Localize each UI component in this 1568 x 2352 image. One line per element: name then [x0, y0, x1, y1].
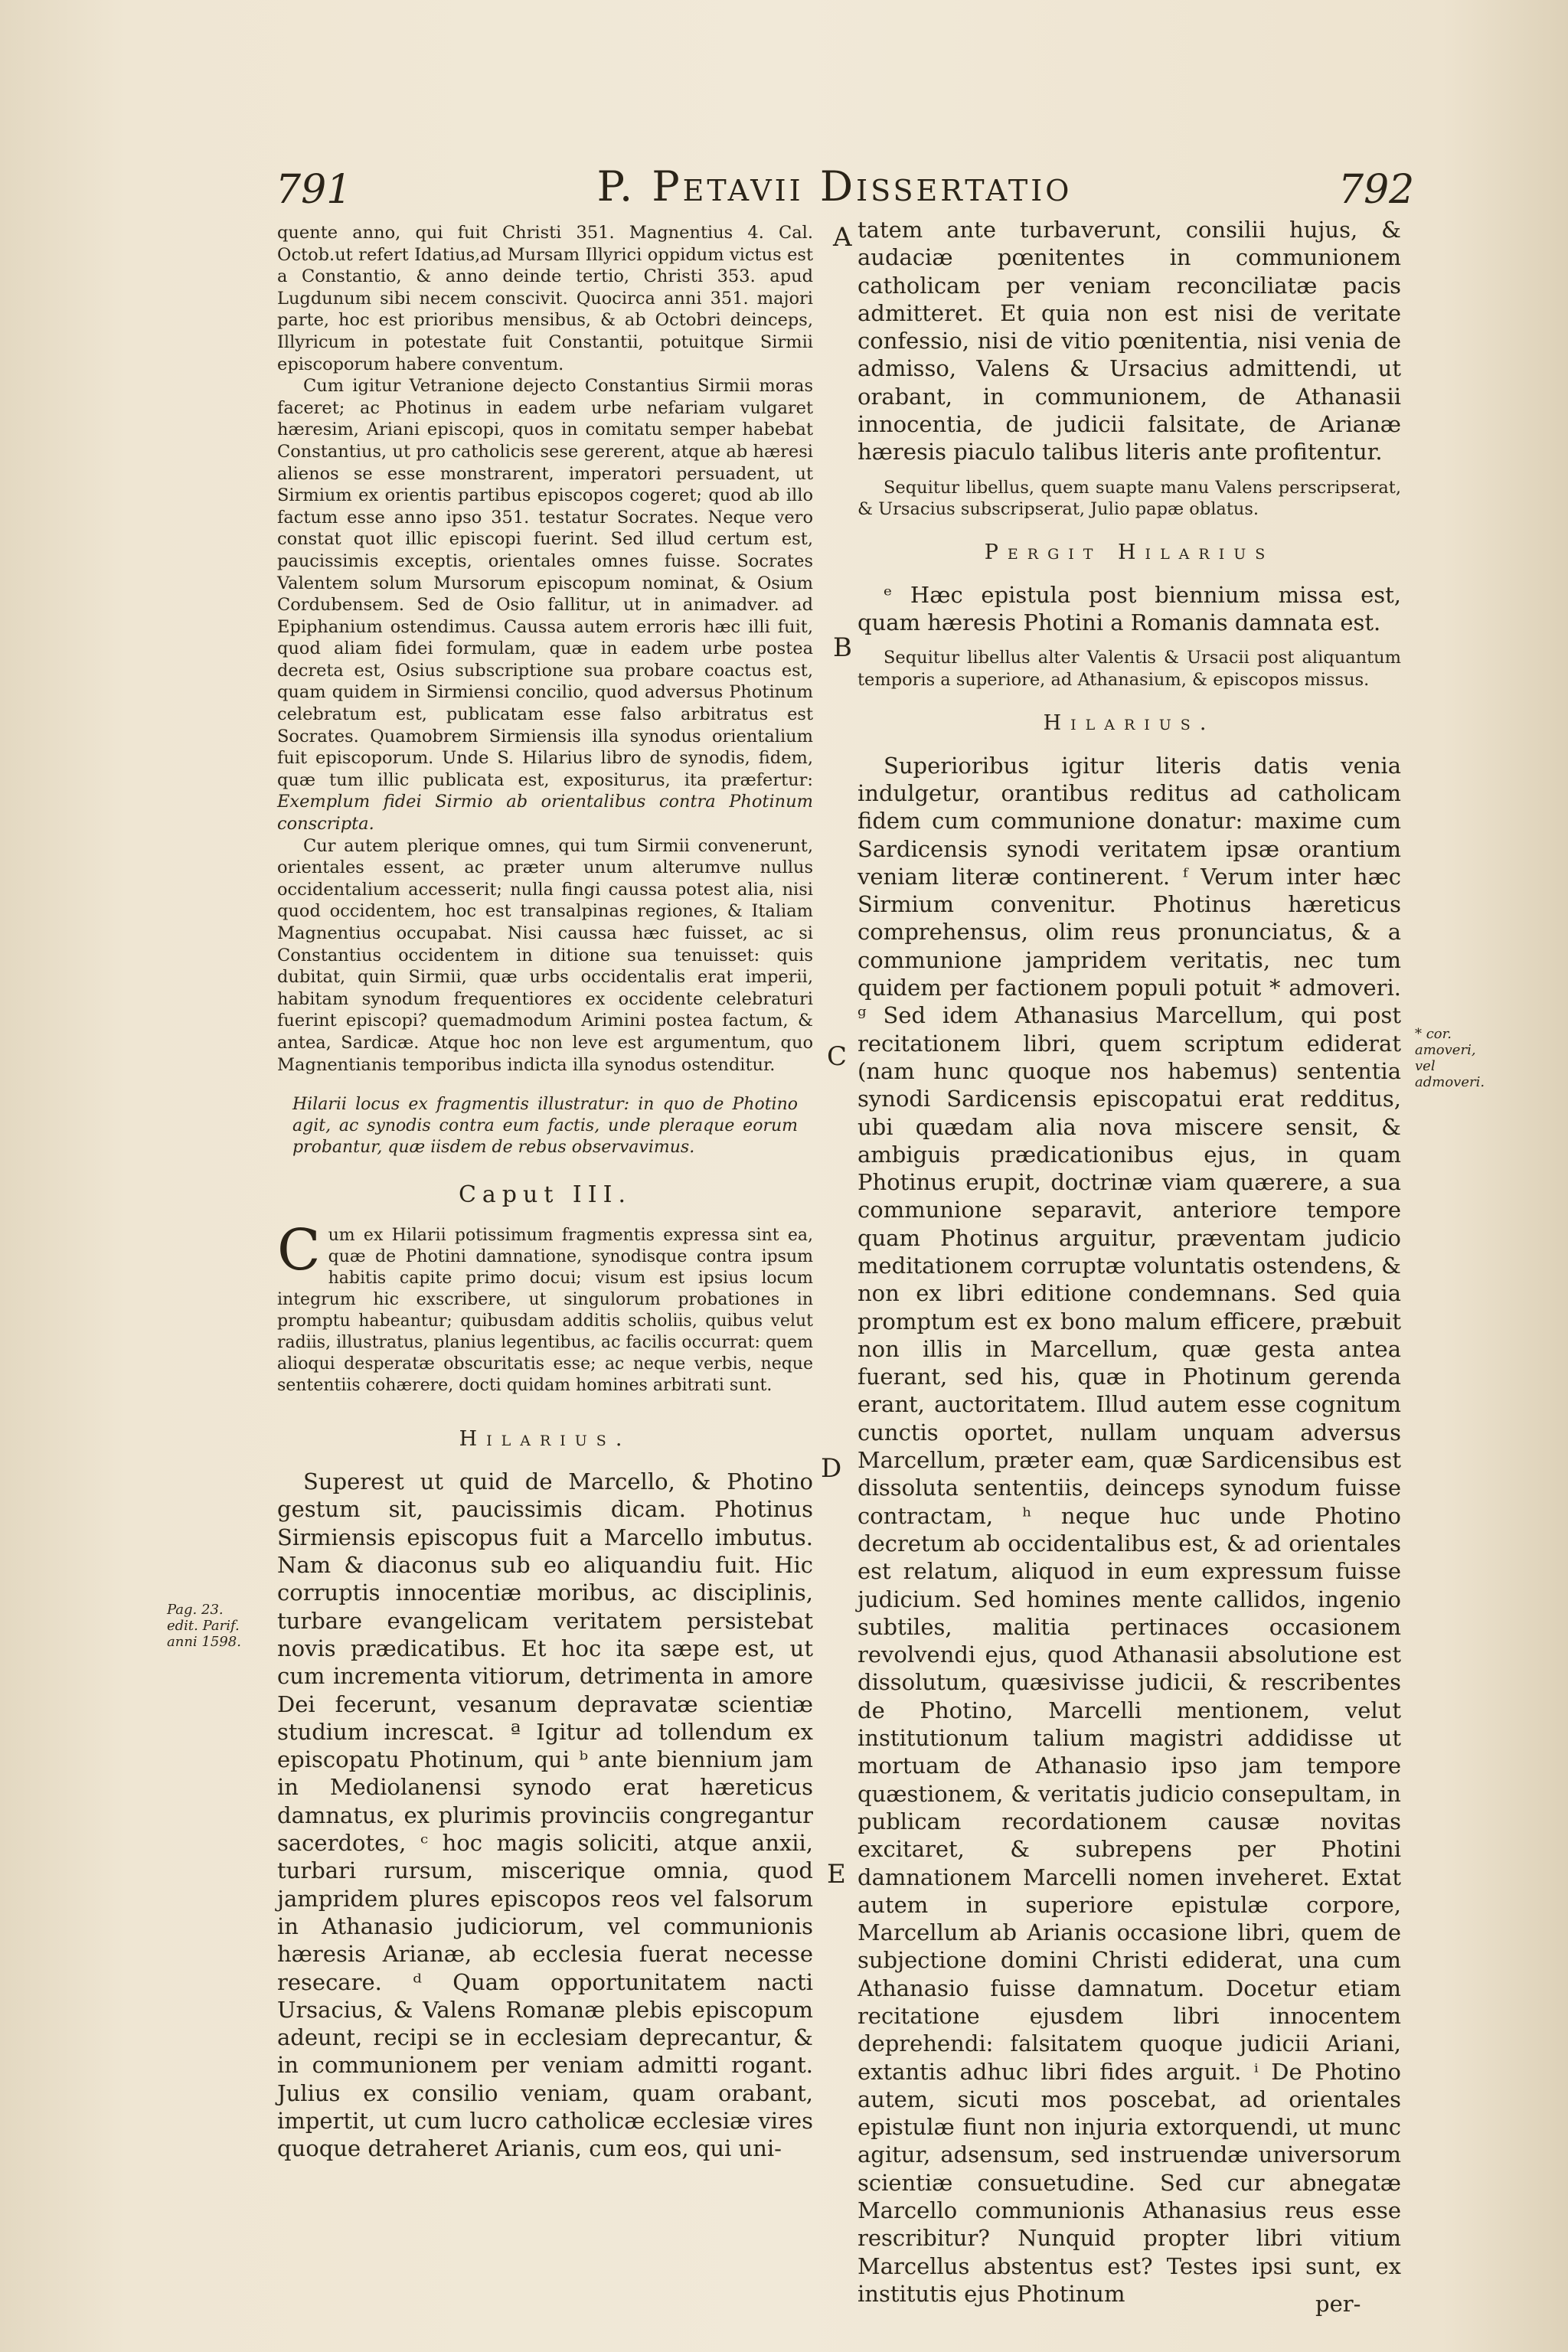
chapter-heading: Caput III.: [458, 1181, 632, 1209]
chapter-summary: Hilarii locus ex fragmentis illustratur: in quo de Photino agit, ac synodis contra eum factis, unde pleraque eorum probantur, quæ iisdem de rebus observavimus.: [292, 1095, 798, 1158]
right-paragraph-1: tatem ante turbaverunt, consilii hujus, & audaciæ pœnitentes in communionem catholicam per veniam reconciliatæ pacis admitteret. Et quia non est nisi de veritate confessio, nisi de vitio pœnitentia, nisi venia de admisso, Valens & Ursacius admittendi, ut orabant, in communionem, de Athanasii innocentia, de judicii falsitate, de Arianæ hæresis piaculo talibus literis ante profitentur.: [858, 217, 1401, 466]
chapter-intro-text: um ex Hilarii potissimum fragmentis expressa sint ea, quæ de Photini damnatione, synodisque contra ipsum habitis capite primo docui; visum est ipsius locum integrum hic exscribere, ut singulorum probationes in promptu habeantur; quibusdam additis scholiis, quibus velut radiis, illustratus, planius legentibus, ac facilis occurrat: quem alioqui desperatæ obscuritatis esse; ac neque verbis, neque sententiis cohærere, docti quidam homines arbitrati sunt.: [277, 1226, 814, 1396]
right-page-number: 792: [1338, 167, 1415, 213]
hilarius-text-right: Superioribus igitur literis datis venia indulgetur, orantibus reditus ad catholicam fidem cum communione donatur: maxime cum Sardicensis synodi veritatem ipsæ orantium veniam literæ continerent. ᶠ Verum inter hæc Sirmium convenitur. Photinus hæreticus comprehensus, olim reus pronunciatus, & a communione jampridem veritatis, nec tum quidem per factionem populi potuit * admoveri. ᵍ Sed idem Athanasius Marcellum, qui post recitationem libri, quem scriptum ediderat (nam hunc quoque nos habemus) sententia synodi Sardicensis episcopatui erat redditus, ubi quædam alia nova miscere sensit, & ambiguis prædicationibus ejus, in quam Photinus erupit, doctrinæ viam quærere, a sua communione separavit, anteriore tempore quam Photinus arguitur, præventam judicio meditationem corruptæ voluntatis ostendens, & non ex libri editione condemnans. Sed quia promptum est ex bono malum efficere, præbuit non illis in Marcellum, quæ gesta antea fuerant, sed his, quæ in Photinum gerenda erant, auctoritatem. Illud autem esse cognitum cunctis oportet, nullam unquam adversus Marcellum, præter eam, quæ Sardicensibus est dissoluta sententiis, deinceps synodum fuisse contractam, ʰ neque huc unde Photino decretum ab occidentalibus est, & ad orientales est relatum, aliquod in eum expressum fuisse judicium. Sed homines mente callidos, ingenio subtiles, malitia pertinaces occasionem revolvendi ejus, quod Athanasii absolutione est dissolutum, quæsivisse judicii, & rescribentes de Photino, Marcelli mentionem, velut institutionum talium magistri addidisse ut mortuam de Athanasio ipso jam tempore quæstionem, & veritatis judicio consepultam, in publicam recordationem causæ novitas excitaret, & subrepens per Photini damnationem Marcelli nomen inveheret. Extat autem in superiore epistulæ corpore, Marcellum ab Arianis occasione libri, quem de subjectione domini Christi ediderat, una cum Athanasio fuisse damnatum. Docetur etiam recitatione ejusdem libri innocentem deprehendi: falsitatem quoque judicii Ariani, extantis adhuc libri fides arguit. ⁱ De Photino autem, sicuti mos poscebat, ad orientales epistulæ fiunt non injuria extorquendi, ut munc agitur, adsensum, sed instruendæ universorum scientiæ consuetudine. Sed cur abnegatæ Marcello communionis Athanasius reus esse rescribitur? Nunquid propter libri vitium Marcellus abstentus est? Testes ipsi sunt, ex institutis ejus Photinum: [858, 752, 1401, 2307]
right-margin-note: * cor. amoveri, vel admoveri.: [1415, 1026, 1485, 1090]
left-margin-note: Pag. 23. edit. Parif. anni 1598.: [167, 1602, 241, 1650]
hilarius-heading: Hilarius.: [459, 1427, 632, 1452]
margin-letter-b: B: [833, 632, 852, 663]
margin-letter-e: E: [827, 1859, 846, 1890]
hilarius-text-left: Superest ut quid de Marcello, & Photino gestum sit, paucissimis dicam. Photinus Sirmiensis episcopus fuit a Marcello imbutus. Nam & diaconus sub eo aliquandiu fuit. Hic corruptis innocentiæ moribus, ac disciplinis, turbare evangelicam veritatem persistebat novis prædicatibus. Et hoc ita sæpe est, ut cum incrementa vitiorum, detrimenta in amore Dei fecerunt, vesanum depravatæ scientiæ studium increscat. ª Igitur ad tollendum ex episcopatu Photinum, qui ᵇ ante biennium jam in Mediolanensi synodo erat hæreticus damnatus, ex plurimis provinciis congregantur sacerdotes, ᶜ hoc magis soliciti, atque anxii, turbari rursum, miscerique omnia, quod jampridem plures episcopos reos vel falsorum in Athanasio judiciorum, vel communionis hæresis Arianæ, ab ecclesia fuerat necesse resecare. ᵈ Quam opportunitatem nacti Ursacius, & Valens Romanæ plebis episcopum adeunt, recipi se in ecclesiam deprecantur, & in communionem per veniam admitti rogant. Julius ex consilio veniam, quam orabant, impertit, ut cum lucro catholicæ ecclesiæ vires quoque detraheret Arianis, cum eos, qui uni-: [277, 1468, 813, 2162]
sequitur-note-2: Sequitur libellus alter Valentis & Ursacii post aliquantum temporis a superiore, ad Athanasium, & episcopos missus.: [858, 648, 1401, 691]
sequitur-note-1: Sequitur libellus, quem suapte manu Valens perscripserat, & Ursacius subscripserat, Julio papæ oblatus.: [858, 477, 1401, 520]
left-paragraph-2-quote: Exemplum fidei Sirmio ab orientalibus contra Photinum conscripta.: [277, 792, 813, 835]
chapter-intro: [277, 1217, 814, 1396]
left-page-number: 791: [276, 167, 352, 213]
drop-cap: C: [277, 1217, 321, 1284]
pergit-heading: Pergit Hilarius: [984, 540, 1275, 564]
catchword: per-: [1315, 2291, 1361, 2317]
left-paragraph-1: quente anno, qui fuit Christi 351. Magnentius 4. Cal. Octob.ut refert Idatius,ad Mursam Illyrici oppidum victus est a Constantio, & anno deinde tertio, Christi 353. apud Lugdunum sibi necem conscivit. Quocirca anni 351. majori parte, hoc est prioribus mensibus, & ab Octobri deinceps, Illyricum in potestate fuit Constantii, potuitque Sirmii episcoporum habere conventum.: [277, 223, 813, 374]
margin-letter-d: D: [821, 1453, 842, 1484]
left-paragraph-3: Cur autem plerique omnes, qui tum Sirmii convenerunt, orientales essent, ac præter unum alterumve nullus occidentalium accesserit; nulla fingi caussa potest alia, nisi quod occidentem, hoc est transalpinas regiones, & Italiam Magnentius occupabat. Nisi caussa hæc fuisset, ac si Constantius occidentem in ditione sua tenuisset: quis dubitat, quin Sirmii, quæ urbs occidentalis erat imperii, habitam synodum frequentiores ex occidente celebraturi fuerint episcopi? quemadmodum Arimini postea factum, & antea, Sardicæ. Atque hoc non leve est argumentum, quo Magnentianis temporibus indicta illa synodus ostenditur.: [277, 835, 813, 1075]
right-paragraph-2: ᵉ Hæc epistula post biennium missa est, quam hæresis Photini a Romanis damnata est.: [858, 581, 1401, 636]
margin-letter-c: C: [827, 1041, 848, 1072]
hilarius-heading-2: Hilarius.: [1043, 710, 1216, 735]
left-paragraph-2: [277, 375, 813, 835]
running-title: P. Petavii Dissertatio: [596, 162, 1073, 211]
right-column: [858, 216, 1401, 2308]
left-column: [277, 222, 813, 2163]
left-paragraph-2-text: Cum igitur Vetranione dejecto Constantius Sirmii moras faceret; ac Photinus in eadem urbe nefariam vulgaret hæresim, Ariani episcopi, quos in comitatu semper habebat Constantius, ut pro catholicis sese gererent, atque ab hæresi alienos se esse monstrarent, imperatori persuadent, ut Sirmium ex orientis partibus episcopos cogeret; quod ab illo factum esse anno ipso 351. testatur Socrates. Neque vero constat quot illic episcopi fuerint. Sed illud certum est, paucissimis exceptis, orientales omnes fuisse. Socrates Valentem solum Mursorum episcopum nominat, & Osium Cordubensem. Sed de Osio fallitur, ut in animadver. ad Epiphanium ostendimus. Caussa autem erroris hæc illi fuit, quod aliam fidei formulam, quæ in eadem urbe postea decreta est, Osius subscriptione sua probare coactus est, quam quidem in Sirmiensi concilio, quod adversus Photinum celebratum est, publicatam esse falso arbitratus est Socrates. Quamobrem Sirmiensis illa synodus orientalium fuit episcoporum. Unde S. Hilarius libro de synodis, fidem, quæ tum illic publicata est, expositurus, ita præfertur:: [277, 376, 813, 790]
margin-letter-a: A: [833, 222, 852, 253]
